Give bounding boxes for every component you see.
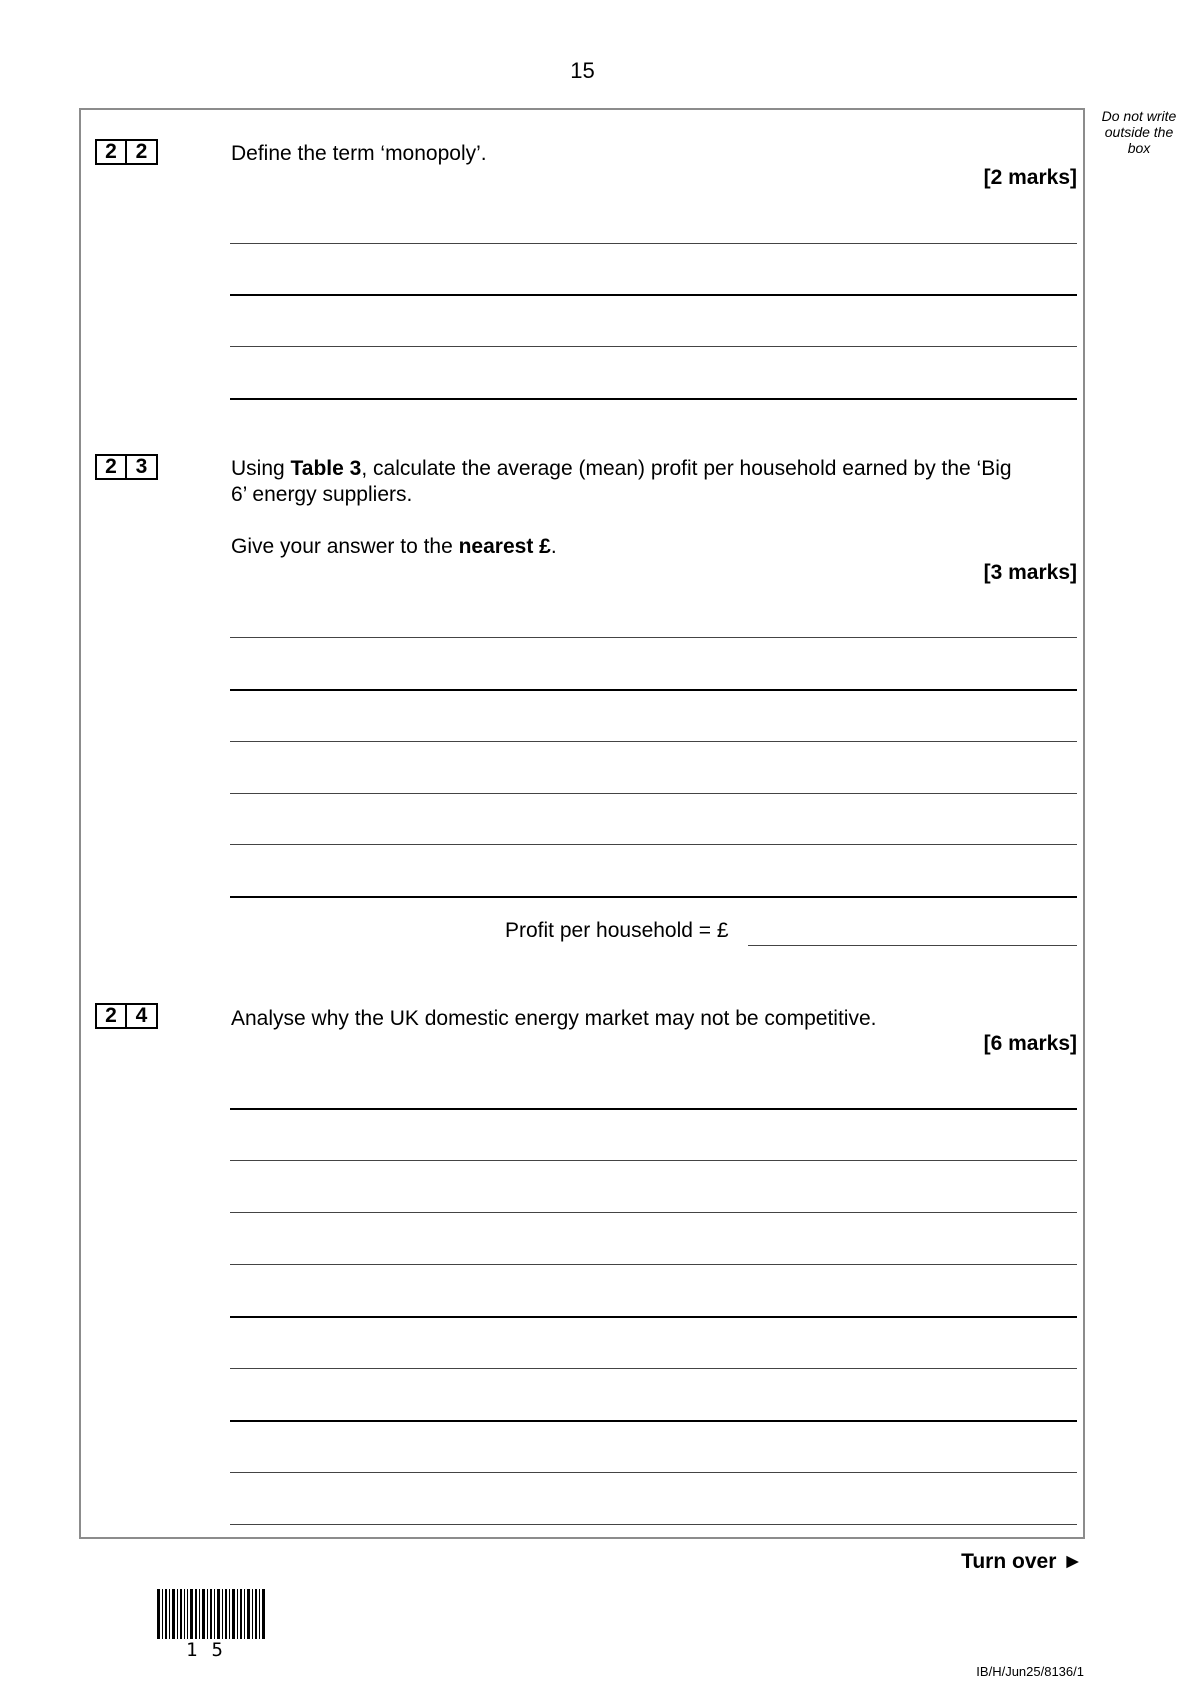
question-22-text: Define the term ‘monopoly’. <box>231 142 487 165</box>
question-number-23 <box>95 454 158 480</box>
paper-code: IB/H/Jun25/8136/1 <box>976 1664 1084 1679</box>
answer-line[interactable] <box>230 1524 1077 1525</box>
question-digit: 2 <box>95 139 127 165</box>
question-digit: 4 <box>127 1003 158 1029</box>
question-digit: 2 <box>95 454 127 480</box>
answer-line[interactable] <box>230 1212 1077 1213</box>
answer-line[interactable] <box>230 896 1077 898</box>
answer-line[interactable] <box>230 1108 1077 1110</box>
question-digit: 3 <box>127 454 158 480</box>
question-24-text: Analyse why the UK domestic energy market may not be competitive. <box>231 1007 877 1030</box>
answer-line[interactable] <box>230 637 1077 638</box>
profit-answer-field[interactable] <box>748 945 1077 946</box>
answer-box-frame <box>79 108 1085 1539</box>
question-digit: 2 <box>95 1003 127 1029</box>
question-23-instruction: Give your answer to the nearest £. <box>231 535 557 558</box>
answer-line[interactable] <box>230 1316 1077 1318</box>
answer-line[interactable] <box>230 1160 1077 1161</box>
answer-label: Profit per household = £ <box>505 919 729 942</box>
question-23-marks: [3 marks] <box>983 561 1077 584</box>
answer-line[interactable] <box>230 1472 1077 1473</box>
page-number: 15 <box>570 58 595 83</box>
answer-line[interactable] <box>230 844 1077 845</box>
answer-line[interactable] <box>230 1420 1077 1422</box>
question-digit: 2 <box>127 139 158 165</box>
question-number-22 <box>95 139 158 165</box>
answer-line[interactable] <box>230 346 1077 347</box>
question-number-24 <box>95 1003 158 1029</box>
answer-line[interactable] <box>230 398 1077 400</box>
question-22-marks: [2 marks] <box>983 166 1077 189</box>
answer-line[interactable] <box>230 689 1077 691</box>
answer-line[interactable] <box>230 1264 1077 1265</box>
question-23-text: Using Table 3, calculate the average (mean) profit per household earned by the ‘Big 6’ energy suppliers. <box>231 457 1012 506</box>
answer-line[interactable] <box>230 243 1077 244</box>
barcode-icon <box>157 1589 267 1639</box>
answer-line[interactable] <box>230 294 1077 296</box>
answer-line[interactable] <box>230 1368 1077 1369</box>
answer-line[interactable] <box>230 793 1077 794</box>
turn-over-label: Turn over ► <box>961 1550 1083 1573</box>
answer-line[interactable] <box>230 741 1077 742</box>
barcode-number: 15 <box>186 1639 237 1661</box>
question-24-marks: [6 marks] <box>983 1032 1077 1055</box>
margin-note: Do not write outside the box <box>1101 108 1177 156</box>
